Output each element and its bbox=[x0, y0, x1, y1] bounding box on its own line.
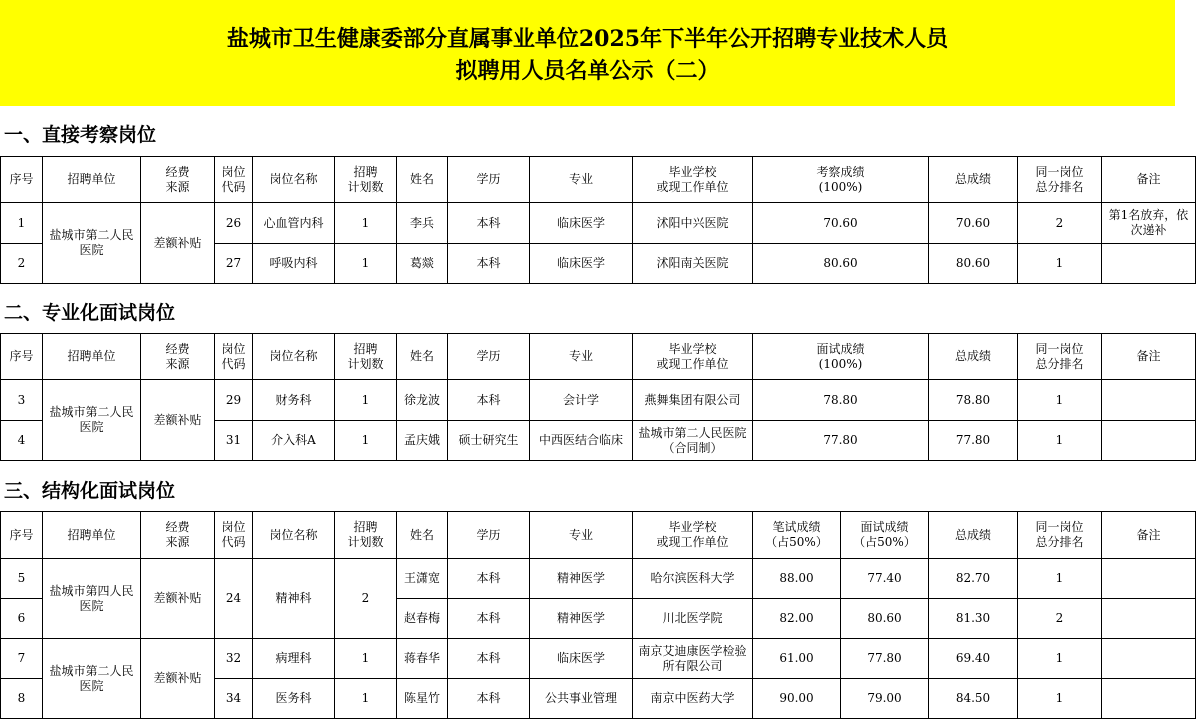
cell-funding: 差额补贴 bbox=[141, 380, 215, 461]
cell-major: 精神医学 bbox=[530, 599, 633, 639]
cell-plan: 1 bbox=[335, 421, 397, 461]
cell-written: 88.00 bbox=[753, 559, 841, 599]
cell-note: 第1名放弃，依次递补 bbox=[1102, 203, 1196, 244]
cell-edu: 本科 bbox=[448, 679, 530, 719]
col-header-edu: 学历 bbox=[448, 334, 530, 380]
table-header-row bbox=[1, 512, 1196, 559]
section-table-1 bbox=[0, 156, 1196, 284]
col-header-edu: 学历 bbox=[448, 157, 530, 203]
cell-code: 32 bbox=[215, 639, 253, 679]
col-header-funding: 经费 来源 bbox=[141, 157, 215, 203]
col-header-major: 专业 bbox=[530, 157, 633, 203]
col-header-code: 岗位 代码 bbox=[215, 334, 253, 380]
cell-school: 哈尔滨医科大学 bbox=[633, 559, 753, 599]
cell-name: 徐龙波 bbox=[397, 380, 448, 421]
col-header-name: 姓名 bbox=[397, 512, 448, 559]
cell-rank: 1 bbox=[1018, 679, 1102, 719]
cell-post: 呼吸内科 bbox=[253, 244, 335, 284]
col-header-unit: 招聘单位 bbox=[43, 334, 141, 380]
page-title-line1: 盐城市卫生健康委部分直属事业单位2025年下半年公开招聘专业技术人员 bbox=[226, 26, 949, 52]
cell-post: 医务科 bbox=[253, 679, 335, 719]
cell-name: 李兵 bbox=[397, 203, 448, 244]
cell-note bbox=[1102, 679, 1196, 719]
col-header-name: 姓名 bbox=[397, 157, 448, 203]
cell-note bbox=[1102, 559, 1196, 599]
col-header-unit: 招聘单位 bbox=[43, 512, 141, 559]
col-header-total: 总成绩 bbox=[929, 157, 1018, 203]
cell-no: 3 bbox=[1, 380, 43, 421]
cell-school: 川北医学院 bbox=[633, 599, 753, 639]
col-header-edu: 学历 bbox=[448, 512, 530, 559]
col-header-funding: 经费 来源 bbox=[141, 334, 215, 380]
cell-rank: 1 bbox=[1018, 421, 1102, 461]
table-row bbox=[1, 380, 1196, 421]
cell-no: 6 bbox=[1, 599, 43, 639]
cell-unit: 盐城市第四人民医院 bbox=[43, 559, 141, 639]
col-header-score: 面试成绩 (100%) bbox=[753, 334, 929, 380]
col-header-post: 岗位名称 bbox=[253, 512, 335, 559]
col-header-plan: 招聘 计划数 bbox=[335, 157, 397, 203]
cell-name: 赵春梅 bbox=[397, 599, 448, 639]
col-header-total: 总成绩 bbox=[929, 512, 1018, 559]
cell-edu: 本科 bbox=[448, 559, 530, 599]
cell-code: 26 bbox=[215, 203, 253, 244]
cell-school: 燕舞集团有限公司 bbox=[633, 380, 753, 421]
cell-total: 69.40 bbox=[929, 639, 1018, 679]
col-header-note: 备注 bbox=[1102, 157, 1196, 203]
col-header-plan: 招聘 计划数 bbox=[335, 334, 397, 380]
table-row bbox=[1, 559, 1196, 599]
cell-school: 南京艾迪康医学检验所有限公司 bbox=[633, 639, 753, 679]
cell-code: 34 bbox=[215, 679, 253, 719]
cell-score: 77.80 bbox=[753, 421, 929, 461]
col-header-no: 序号 bbox=[1, 334, 43, 380]
cell-funding: 差额补贴 bbox=[141, 203, 215, 284]
cell-edu: 硕士研究生 bbox=[448, 421, 530, 461]
col-header-rank: 同一岗位 总分排名 bbox=[1018, 157, 1102, 203]
page-title-line2: 拟聘用人员名单公示（二） bbox=[455, 58, 720, 84]
col-header-note: 备注 bbox=[1102, 512, 1196, 559]
cell-plan: 1 bbox=[335, 244, 397, 284]
col-header-school: 毕业学校 或现工作单位 bbox=[633, 512, 753, 559]
col-header-post: 岗位名称 bbox=[253, 334, 335, 380]
cell-written: 82.00 bbox=[753, 599, 841, 639]
cell-edu: 本科 bbox=[448, 244, 530, 284]
col-header-plan: 招聘 计划数 bbox=[335, 512, 397, 559]
col-header-no: 序号 bbox=[1, 512, 43, 559]
table-row bbox=[1, 639, 1196, 679]
cell-rank: 2 bbox=[1018, 203, 1102, 244]
cell-note bbox=[1102, 421, 1196, 461]
col-header-post: 岗位名称 bbox=[253, 157, 335, 203]
cell-plan: 2 bbox=[335, 559, 397, 639]
section-table-3 bbox=[0, 511, 1196, 719]
cell-post: 介入科A bbox=[253, 421, 335, 461]
cell-major: 公共事业管理 bbox=[530, 679, 633, 719]
cell-school: 盐城市第二人民医院（合同制） bbox=[633, 421, 753, 461]
cell-funding: 差额补贴 bbox=[141, 639, 215, 719]
cell-school: 沭阳中兴医院 bbox=[633, 203, 753, 244]
cell-total: 80.60 bbox=[929, 244, 1018, 284]
col-header-interview: 面试成绩 （占50%） bbox=[841, 512, 929, 559]
cell-unit: 盐城市第二人民医院 bbox=[43, 203, 141, 284]
section-heading-3: 三、结构化面试岗位 bbox=[4, 480, 176, 502]
cell-major: 临床医学 bbox=[530, 639, 633, 679]
cell-school: 南京中医药大学 bbox=[633, 679, 753, 719]
col-header-no: 序号 bbox=[1, 157, 43, 203]
cell-rank: 1 bbox=[1018, 380, 1102, 421]
cell-total: 82.70 bbox=[929, 559, 1018, 599]
cell-interview: 77.40 bbox=[841, 559, 929, 599]
cell-code: 31 bbox=[215, 421, 253, 461]
col-header-score: 考察成绩 (100%) bbox=[753, 157, 929, 203]
cell-edu: 本科 bbox=[448, 639, 530, 679]
cell-no: 5 bbox=[1, 559, 43, 599]
cell-plan: 1 bbox=[335, 679, 397, 719]
cell-note bbox=[1102, 599, 1196, 639]
cell-rank: 1 bbox=[1018, 559, 1102, 599]
cell-total: 70.60 bbox=[929, 203, 1018, 244]
col-header-school: 毕业学校 或现工作单位 bbox=[633, 334, 753, 380]
cell-major: 临床医学 bbox=[530, 203, 633, 244]
cell-plan: 1 bbox=[335, 380, 397, 421]
cell-note bbox=[1102, 244, 1196, 284]
cell-interview: 80.60 bbox=[841, 599, 929, 639]
col-header-major: 专业 bbox=[530, 334, 633, 380]
col-header-unit: 招聘单位 bbox=[43, 157, 141, 203]
col-header-code: 岗位 代码 bbox=[215, 512, 253, 559]
cell-major: 临床医学 bbox=[530, 244, 633, 284]
cell-interview: 79.00 bbox=[841, 679, 929, 719]
cell-score: 78.80 bbox=[753, 380, 929, 421]
cell-total: 77.80 bbox=[929, 421, 1018, 461]
cell-school: 沭阳南关医院 bbox=[633, 244, 753, 284]
cell-note bbox=[1102, 380, 1196, 421]
cell-post: 病理科 bbox=[253, 639, 335, 679]
table-header-row bbox=[1, 334, 1196, 380]
cell-plan: 1 bbox=[335, 639, 397, 679]
cell-edu: 本科 bbox=[448, 203, 530, 244]
cell-name: 王潇宽 bbox=[397, 559, 448, 599]
cell-no: 7 bbox=[1, 639, 43, 679]
cell-post: 精神科 bbox=[253, 559, 335, 639]
cell-rank: 1 bbox=[1018, 244, 1102, 284]
cell-rank: 1 bbox=[1018, 639, 1102, 679]
cell-edu: 本科 bbox=[448, 380, 530, 421]
col-header-note: 备注 bbox=[1102, 334, 1196, 380]
col-header-school: 毕业学校 或现工作单位 bbox=[633, 157, 753, 203]
cell-unit: 盐城市第二人民医院 bbox=[43, 639, 141, 719]
cell-post: 心血管内科 bbox=[253, 203, 335, 244]
cell-total: 81.30 bbox=[929, 599, 1018, 639]
cell-name: 葛燚 bbox=[397, 244, 448, 284]
cell-post: 财务科 bbox=[253, 380, 335, 421]
col-header-name: 姓名 bbox=[397, 334, 448, 380]
col-header-total: 总成绩 bbox=[929, 334, 1018, 380]
cell-major: 中西医结合临床 bbox=[530, 421, 633, 461]
col-header-major: 专业 bbox=[530, 512, 633, 559]
cell-no: 2 bbox=[1, 244, 43, 284]
cell-unit: 盐城市第二人民医院 bbox=[43, 380, 141, 461]
section-heading-1: 一、直接考察岗位 bbox=[4, 124, 157, 146]
cell-note bbox=[1102, 639, 1196, 679]
cell-total: 84.50 bbox=[929, 679, 1018, 719]
col-header-code: 岗位 代码 bbox=[215, 157, 253, 203]
col-header-funding: 经费 来源 bbox=[141, 512, 215, 559]
table-header-row bbox=[1, 157, 1196, 203]
title-banner bbox=[0, 0, 1175, 106]
cell-no: 8 bbox=[1, 679, 43, 719]
cell-written: 90.00 bbox=[753, 679, 841, 719]
cell-name: 蒋春华 bbox=[397, 639, 448, 679]
table-row bbox=[1, 203, 1196, 244]
section-table-2 bbox=[0, 333, 1196, 461]
cell-code: 27 bbox=[215, 244, 253, 284]
cell-written: 61.00 bbox=[753, 639, 841, 679]
cell-major: 精神医学 bbox=[530, 559, 633, 599]
col-header-written: 笔试成绩 （占50%） bbox=[753, 512, 841, 559]
cell-edu: 本科 bbox=[448, 599, 530, 639]
cell-interview: 77.80 bbox=[841, 639, 929, 679]
cell-name: 陈星竹 bbox=[397, 679, 448, 719]
cell-plan: 1 bbox=[335, 203, 397, 244]
cell-code: 29 bbox=[215, 380, 253, 421]
section-heading-2: 二、专业化面试岗位 bbox=[4, 302, 176, 324]
col-header-rank: 同一岗位 总分排名 bbox=[1018, 512, 1102, 559]
cell-score: 80.60 bbox=[753, 244, 929, 284]
cell-score: 70.60 bbox=[753, 203, 929, 244]
cell-name: 孟庆娥 bbox=[397, 421, 448, 461]
cell-funding: 差额补贴 bbox=[141, 559, 215, 639]
cell-no: 4 bbox=[1, 421, 43, 461]
cell-total: 78.80 bbox=[929, 380, 1018, 421]
cell-code: 24 bbox=[215, 559, 253, 639]
cell-no: 1 bbox=[1, 203, 43, 244]
cell-major: 会计学 bbox=[530, 380, 633, 421]
cell-rank: 2 bbox=[1018, 599, 1102, 639]
col-header-rank: 同一岗位 总分排名 bbox=[1018, 334, 1102, 380]
